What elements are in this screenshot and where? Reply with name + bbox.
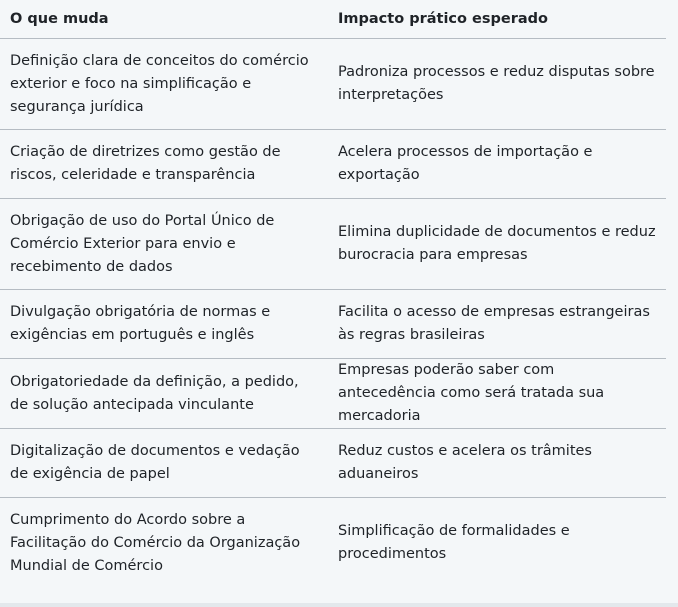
cell-impact: Reduz custos e acelera os trâmites aduaneiros (328, 429, 666, 498)
cell-impact: Simplificação de formalidades e procedimentos (338, 523, 570, 562)
cell-change: Definição clara de conceitos do comércio exterior e foco na simplificação e segurança jurídica (0, 39, 328, 130)
table-row (0, 429, 666, 498)
header-expected-impact: Impacto prático esperado (328, 0, 666, 39)
header-row (0, 0, 666, 39)
table-row (0, 498, 666, 589)
header-what-changes: O que muda (0, 0, 328, 39)
cell-impact: Acelera processos de importação e exportação (328, 130, 666, 199)
cell-change: Criação de diretrizes como gestão de riscos, celeridade e transparência (0, 130, 328, 199)
table-header (0, 0, 666, 39)
cell-change: Cumprimento do Acordo sobre a Facilitação do Comércio da Organização Mundial de Comércio (10, 511, 301, 574)
cell-change: Digitalização de documentos e vedação de exigência de papel (0, 429, 328, 498)
cell-impact: Elimina duplicidade de documentos e reduz burocracia para empresas (328, 199, 666, 290)
bottom-border (0, 603, 678, 607)
table-row (0, 130, 666, 199)
table-row (0, 290, 666, 359)
table-row (0, 199, 666, 290)
cell-change: Obrigação de uso do Portal Único de Comércio Exterior para envio e recebimento de dados (0, 199, 328, 290)
cell-impact: Facilita o acesso de empresas estrangeiras às regras brasileiras (328, 290, 666, 359)
cell-change: Divulgação obrigatória de normas e exigências em português e inglês (0, 290, 328, 359)
cell-impact: Empresas poderão saber com antecedência como será tratada sua mercadoria (328, 359, 666, 429)
table-body (0, 39, 666, 589)
table-row (0, 359, 666, 429)
table-row (0, 39, 666, 130)
cell-change: Obrigatoriedade da definição, a pedido, de solução antecipada vinculante (0, 359, 328, 429)
cell-impact: Padroniza processos e reduz disputas sobre interpretações (328, 39, 666, 130)
